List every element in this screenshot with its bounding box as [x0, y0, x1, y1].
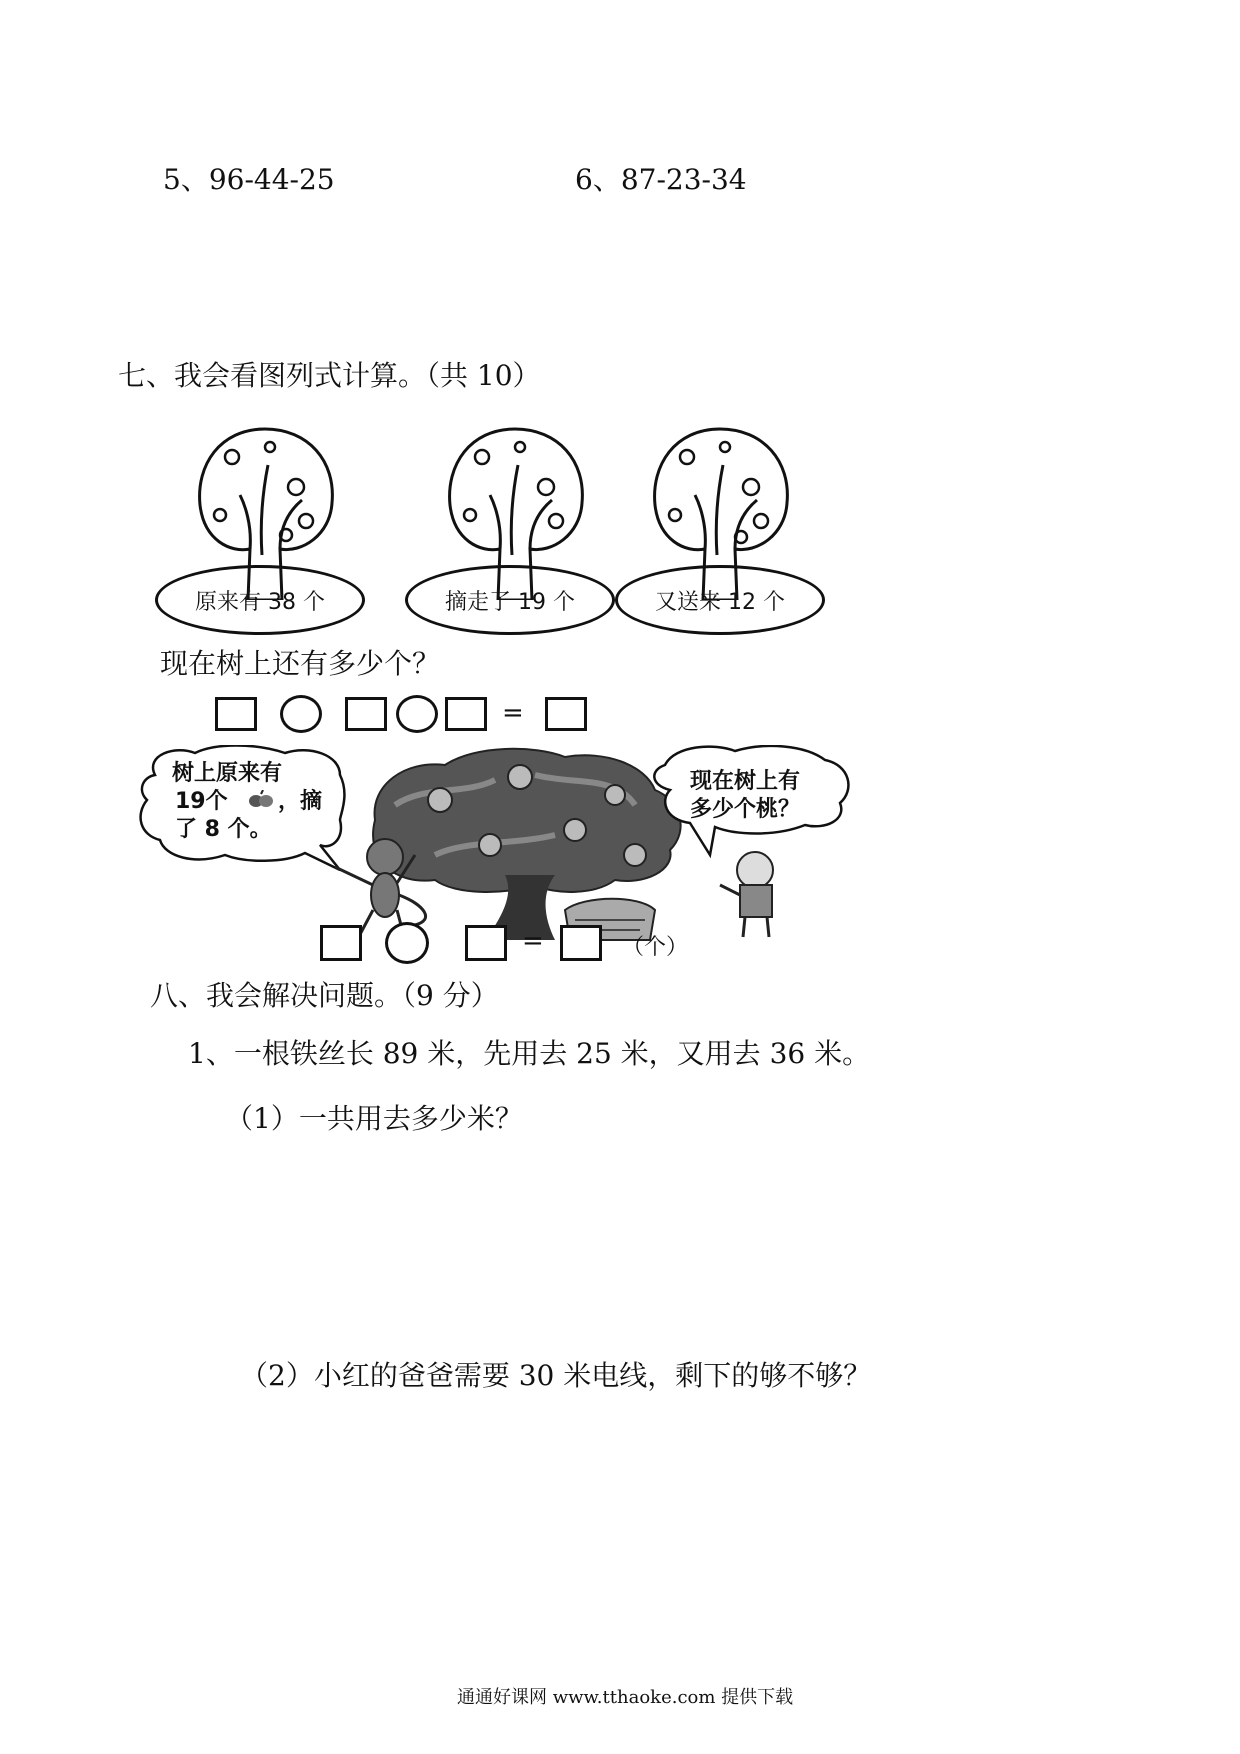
- oval-label-1: [155, 565, 365, 635]
- answer-box-6[interactable]: [465, 925, 507, 961]
- oval-text-2: 摘走了 19 个: [445, 589, 575, 615]
- question-1: 1、一根铁丝长 89 米，先用去 25 米，又用去 36 米。: [188, 1037, 871, 1070]
- oval-label-2: [405, 565, 615, 635]
- question-1-part-2: （2）小红的爸爸需要 30 米电线，剩下的够不够？: [240, 1359, 872, 1392]
- equals-sign-2: =: [522, 926, 544, 956]
- answer-box-7[interactable]: [560, 925, 602, 961]
- section-8-heading: 八、我会解决问题。（9 分）: [150, 979, 499, 1012]
- equals-sign-1: =: [502, 698, 524, 728]
- right-bubble-line-1: 现在树上有: [690, 769, 801, 794]
- problem-6: 6、87-23-34: [575, 163, 747, 196]
- right-bubble-line-2: 多少个桃？: [690, 797, 801, 822]
- left-bubble-line-2b: ，摘: [278, 789, 323, 814]
- operator-circle-3[interactable]: [385, 922, 429, 964]
- answer-box-5[interactable]: [320, 925, 362, 961]
- peach-icon: [248, 790, 274, 808]
- left-bubble-line-2: 19个: [175, 789, 228, 814]
- section-7-question: 现在树上还有多少个？: [160, 647, 441, 680]
- answer-box-4[interactable]: [545, 697, 587, 731]
- problem-5: 5、96-44-25: [163, 163, 335, 196]
- answer-box-1[interactable]: [215, 697, 257, 731]
- operator-circle-2[interactable]: [396, 695, 438, 733]
- unit-label: （个）: [622, 935, 689, 960]
- answer-box-3[interactable]: [445, 697, 487, 731]
- left-bubble-line-3: 了 8 个。: [175, 817, 272, 842]
- oval-label-3: [615, 565, 825, 635]
- question-1-part-1: （1）一共用去多少米？: [225, 1102, 523, 1135]
- answer-box-2[interactable]: [345, 697, 387, 731]
- section-7-heading: 七、我会看图列式计算。（共 10）: [118, 359, 541, 392]
- oval-text-3: 又送来 12 个: [655, 589, 785, 615]
- operator-circle-1[interactable]: [280, 695, 322, 733]
- left-bubble-line-1: 树上原来有: [172, 761, 283, 786]
- oval-text-1: 原来有 38 个: [195, 589, 325, 615]
- footer-credit: 通通好课网 www.tthaoke.com 提供下载: [457, 1687, 794, 1708]
